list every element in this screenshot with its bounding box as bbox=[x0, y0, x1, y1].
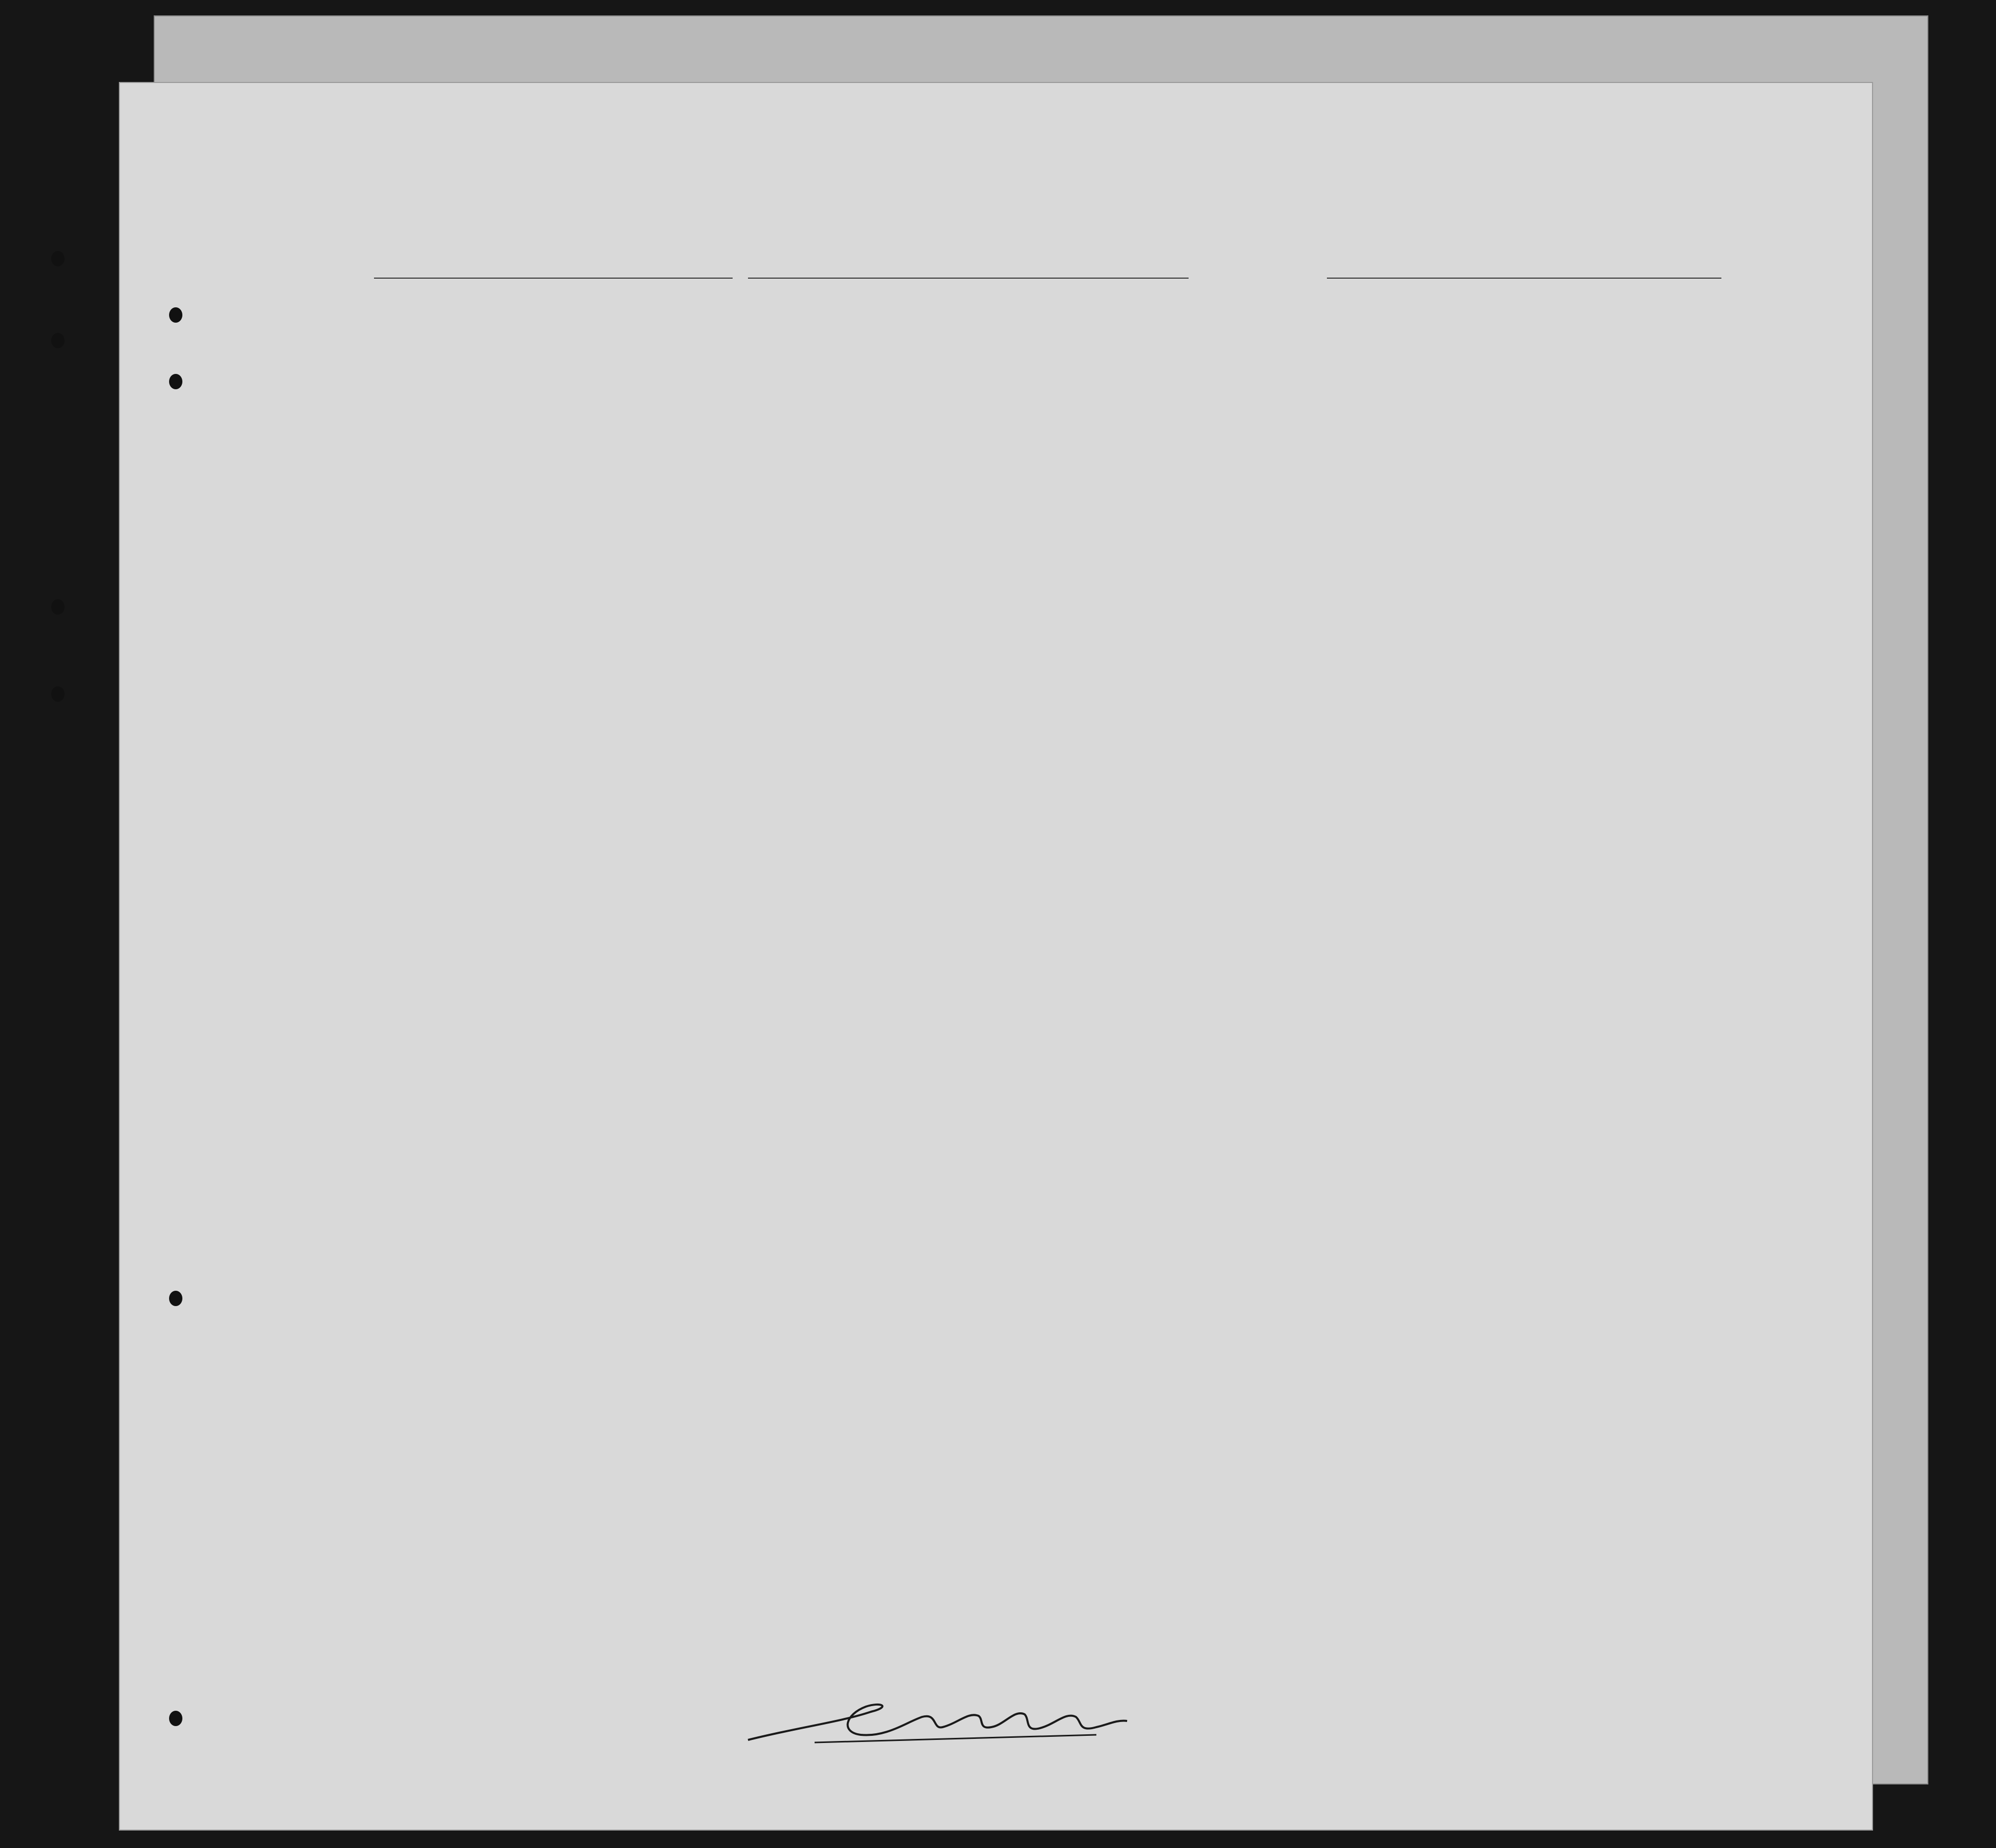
vessel-underline bbox=[374, 278, 733, 279]
manifest-sheet bbox=[119, 82, 1873, 1831]
inspector-signature bbox=[738, 1691, 1137, 1753]
sheet-number bbox=[1646, 128, 1649, 144]
punch-hole bbox=[169, 307, 182, 323]
date-underline bbox=[922, 278, 1189, 279]
from-port-underline bbox=[1327, 278, 1721, 279]
vessel-line bbox=[287, 255, 1721, 281]
punch-hole bbox=[51, 599, 65, 615]
punch-hole bbox=[51, 251, 65, 266]
punch-hole bbox=[169, 1291, 182, 1306]
punch-hole bbox=[169, 374, 182, 389]
punch-hole bbox=[51, 686, 65, 702]
punch-hole bbox=[51, 333, 65, 348]
punch-hole bbox=[169, 1711, 182, 1726]
